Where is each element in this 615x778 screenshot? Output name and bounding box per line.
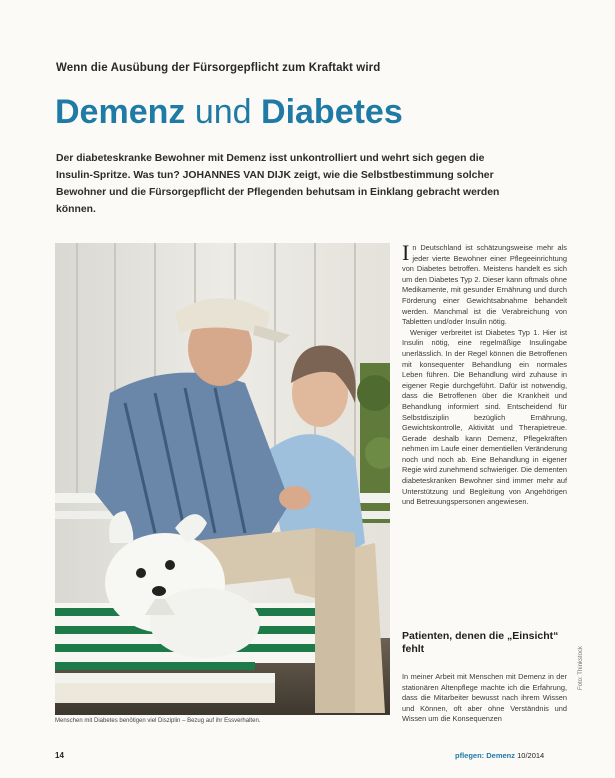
body-paragraph-1-text: n Deutschland ist schätzungsweise mehr als jeder vierte Bewohner einer Pflegeeinrichtung von Diabetes betroffen. Meistens handelt es sich um den Diabetes Typ 2. Dieser kann oftmals ohne Medikamente, mit gesunder Ernährung und durch Förderung einer Gewichtsabnahme behandelt werden. Manchmal ist die Verabreichung von Tabletten und/oder Insulin nötig. bbox=[402, 243, 567, 327]
article-subhead: Patienten, denen die „Einsicht“ fehlt bbox=[402, 630, 559, 655]
page-number: 14 bbox=[55, 751, 64, 760]
photo-caption: Menschen mit Diabetes benötigen viel Disziplin – Bezug auf ihr Essverhalten. bbox=[55, 718, 261, 724]
article-body-column-2: In meiner Arbeit mit Menschen mit Demenz in der stationären Altenpflege machte ich die Erfahrung, dass die Mitarbeiter bewusst nach ihrem Wissen und Können, oft aber ohne Verständnis und Wissen um die Konsequenzen bbox=[402, 672, 567, 724]
magazine-footer bbox=[455, 751, 544, 760]
article-body-column bbox=[402, 240, 567, 508]
magazine-issue: 10/2014 bbox=[517, 751, 545, 760]
photo-credit: Foto: Thinkstock bbox=[578, 646, 584, 690]
article-lead: Der diabeteskranke Bewohner mit Demenz isst unkontrolliert und wehrt sich gegen die Insulin-Spritze. Was tun? JOHANNES VAN DIJK zeigt, wie die Selbstbestimmung solcher Bewohner und die Fürsorgepflicht der Pflegenden behutsam in Einklang gebracht werden können. bbox=[56, 153, 500, 215]
magazine-name: pflegen: Demenz bbox=[455, 751, 516, 760]
body-paragraph-2: Weniger verbreitet ist Diabetes Typ 1. Hier ist Insulin nötig, eine regelmäßige Insulingabe unerlässlich. In der Regel können die Betroffenen mit konsequenter Behandlung ein normales Leben führen. Die Behandlung wird zuhause in eigener Regie durchgeführt. Dafür ist notwendig, dass die Betroffenen über die Krankheit und Behandlung informiert sind. Entscheidend für Selbstdisziplin bezüglich Ernährung, Gewichtskontrolle, Aktivität und Therapietreue. Gerade deshalb kann Demenz, Pflegekräften nehmen im Laufe einer dementiellen Veränderung noch und noch ab. Eine Behandlung in eigener Regie wird zunehmend schwieriger. Die dementen diabeteskranken Bewohner sind immer mehr auf Unterstützung und Begleitung von Angehörigen und Betreuungspersonen angewiesen. bbox=[402, 327, 567, 507]
dropcap: I bbox=[402, 240, 410, 265]
headline-part-diabetes: Diabetes bbox=[261, 93, 403, 131]
article-photo bbox=[55, 243, 390, 715]
article-kicker: Wenn die Ausübung der Fürsorgepflicht zum Kraftakt wird bbox=[56, 62, 381, 74]
headline-part-demenz: Demenz bbox=[55, 93, 186, 131]
article-headline bbox=[55, 92, 403, 132]
headline-part-und: und bbox=[194, 93, 252, 131]
body-paragraph-1 bbox=[402, 240, 567, 328]
photo-elderly-couple-with-dog bbox=[55, 243, 390, 715]
